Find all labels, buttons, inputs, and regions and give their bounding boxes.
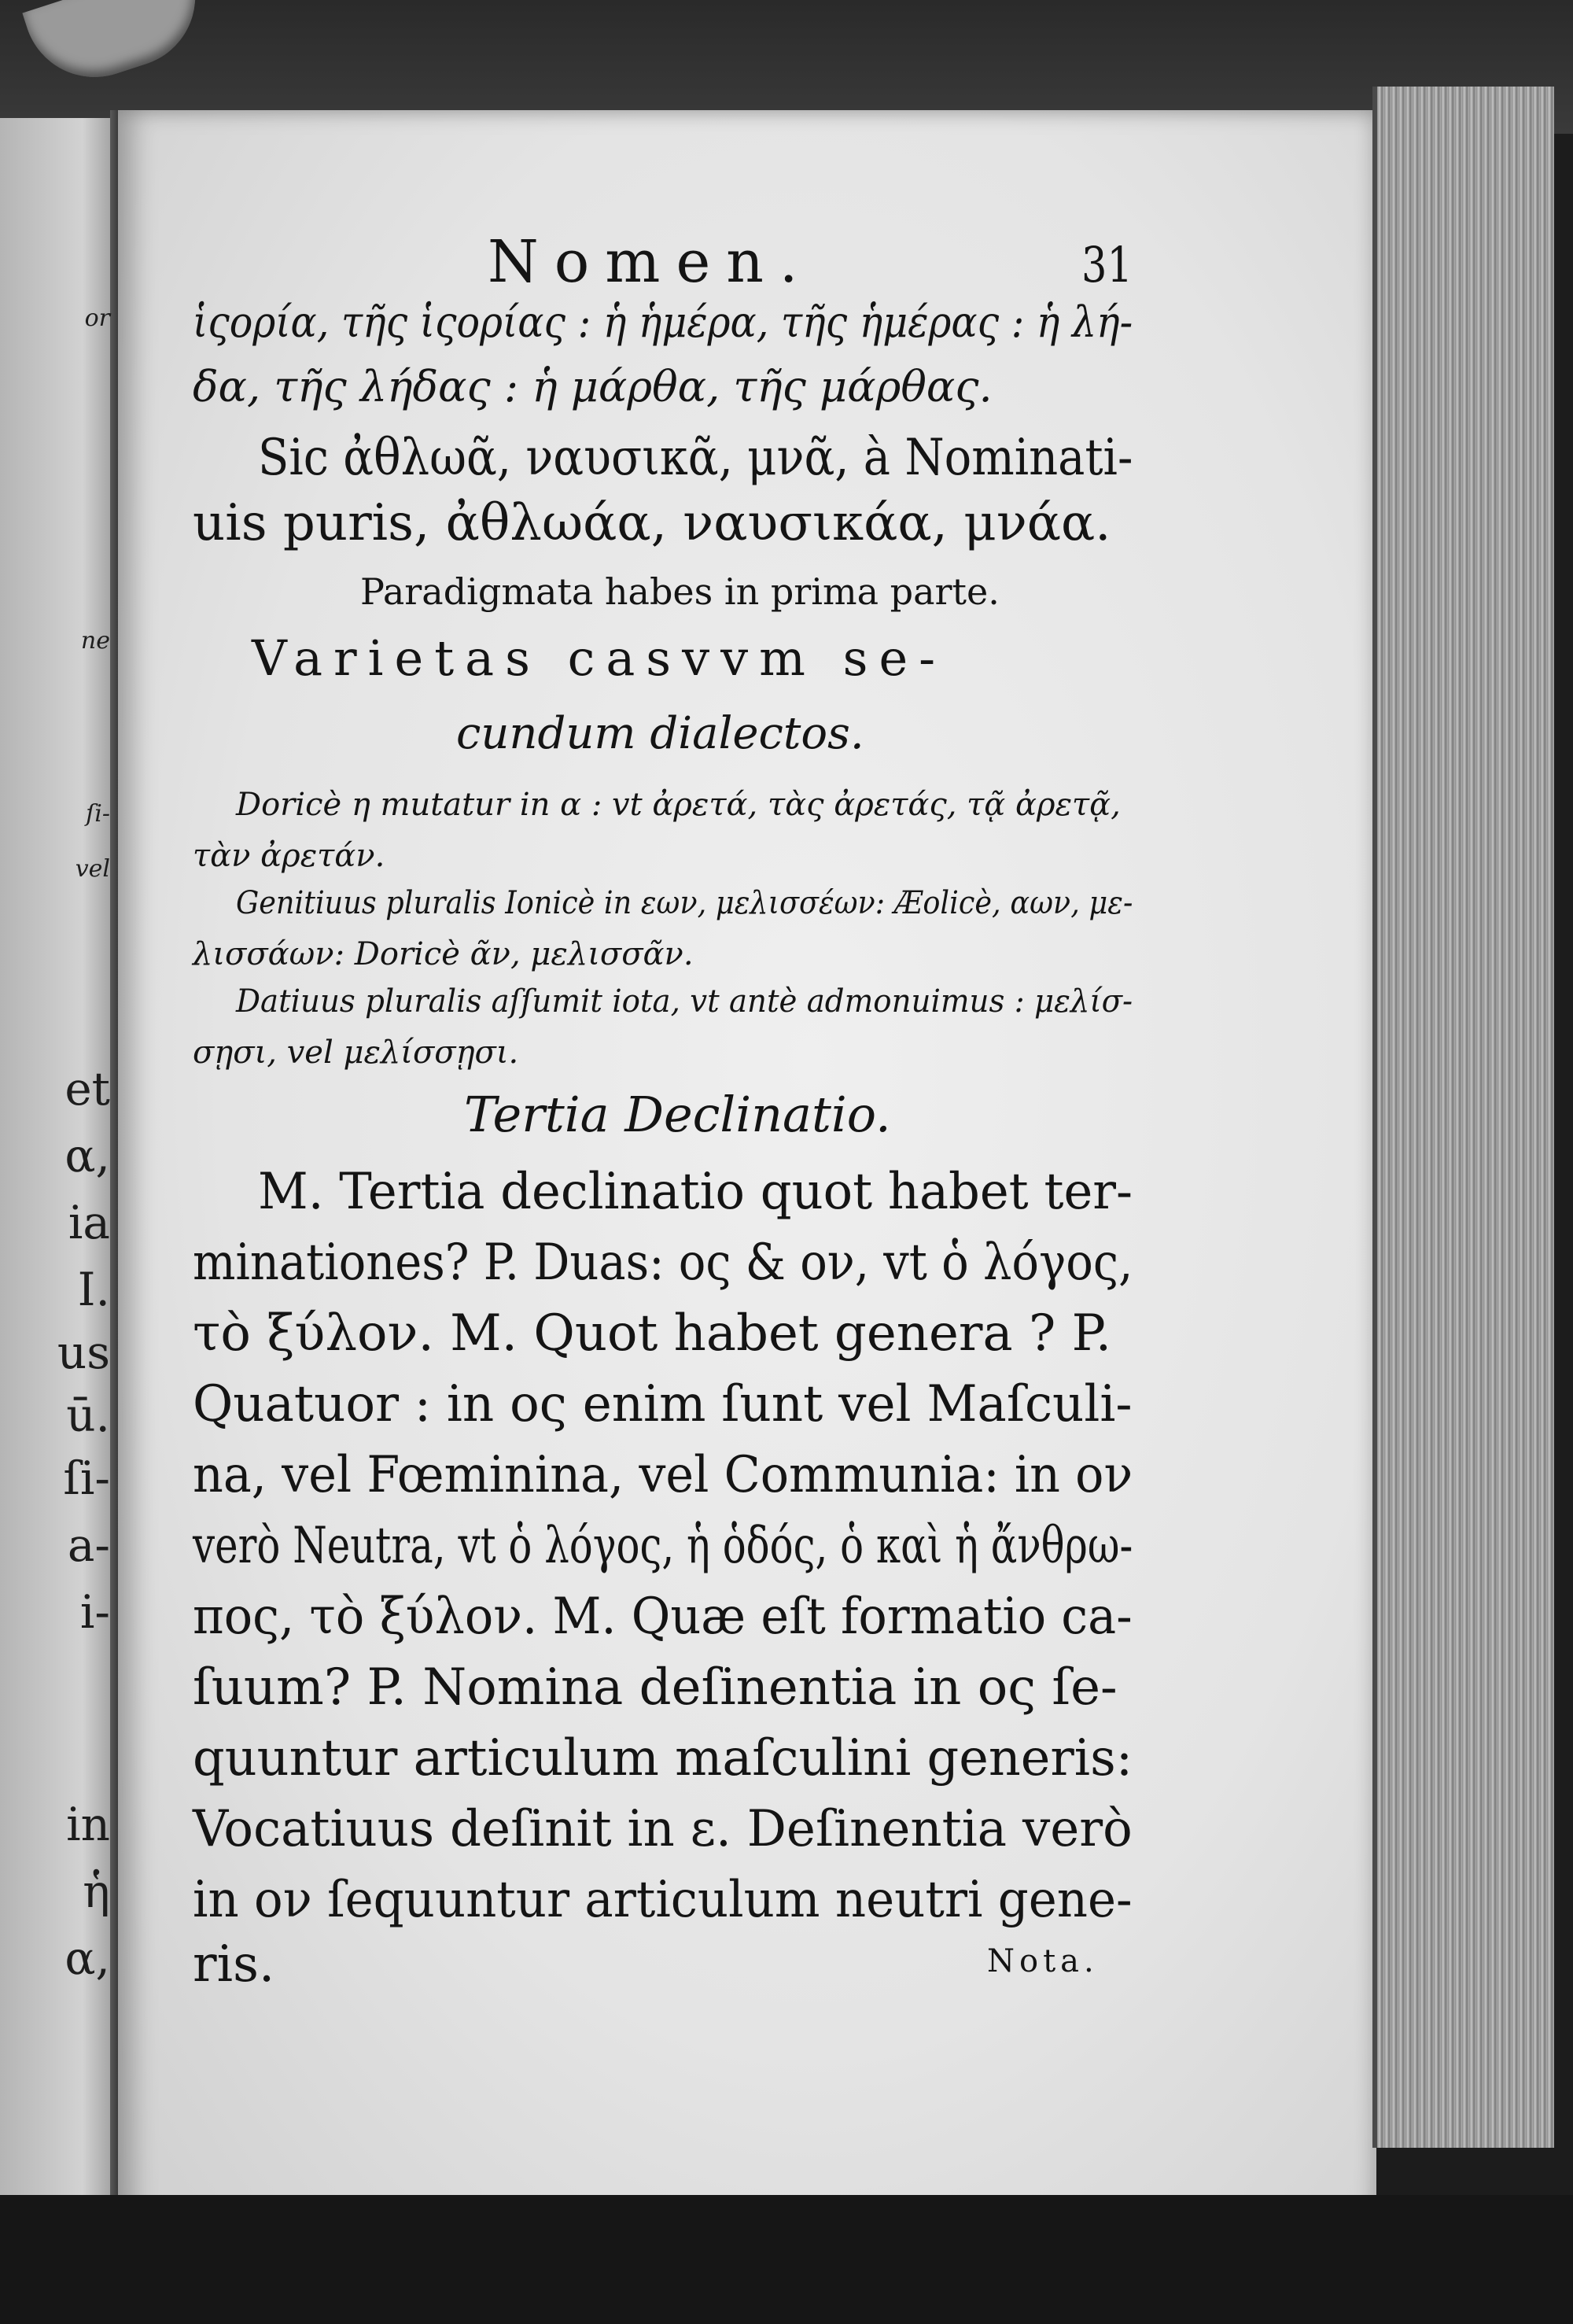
left-margin-fragment: ſi- [63,1452,110,1505]
body-line: verò Neutra, vt ὁ λόγος, ἡ ὁδός, ὁ καὶ ἡ ἄνθρω- [193,1517,1133,1575]
left-margin-fragment: or [84,304,110,332]
left-margin-fragment: in [66,1798,110,1851]
left-margin-fragment: α, [64,1931,110,1985]
body-line: ſuum? P. Nomina deſinentia in ος ſe- [193,1658,1118,1717]
left-margin-fragment: ἡ [83,1865,110,1918]
dialect-line: Doricè η mutatur in α : vt ἀρετά, τὰς ἀρετάς, τᾷ ἀρετᾷ, [236,787,1121,823]
body-line: na, vel Fœminina, vel Communia: in ον [193,1446,1133,1504]
left-margin-fragment: a- [67,1518,110,1572]
left-margin-fragment: et [64,1062,110,1116]
left-margin-fragment: us [57,1326,110,1379]
section-heading: Varietas casvvm se- [252,629,947,687]
left-margin-fragment: ſi- [86,800,110,828]
catchword: Nota. [987,1943,1099,1979]
body-line: minationes? P. Duas: ος & ον, vt ὁ λόγος, [193,1234,1133,1292]
dialect-line: Genitiuus pluralis Ionicè in εων, μελισσέων: Æolicè, αων, με- [236,885,1133,921]
dialect-line: σῃσι, vel μελίσσῃσι. [193,1035,519,1071]
body-line: Quatuor : in ος enim ſunt vel Maſculi- [193,1375,1133,1433]
dialect-line: Datiuus pluralis aſſumit iota, vt antè admonuimus : μελίσ- [236,983,1133,1020]
left-margin-fragment: ne [80,627,110,655]
body-line: πος, τὸ ξύλον. M. Quæ eſt formatio ca- [193,1588,1133,1646]
text-line: Paradigmata habes in prima parte. [360,570,1000,613]
text-line: δα, τῆς λήδας : ἡ μάρθα, τῆς μάρθας. [193,362,993,411]
background-bottom [0,2195,1573,2324]
text-line: uis puris, ἀθλωάα, ναυσικάα, μνάα. [193,494,1111,552]
left-margin-fragment: I. [77,1263,110,1316]
body-line: M. Tertia declinatio quot habet ter- [258,1163,1133,1221]
running-head: Nomen. [488,228,814,296]
page-number: 31 [1081,236,1133,293]
left-margin-fragment: α, [64,1129,110,1182]
left-margin-fragment: i- [79,1585,110,1639]
text-line: Sic ἀθλωᾶ, ναυσικᾶ, μνᾶ, à Nominati- [258,429,1133,487]
text-line: ἱςορία, τῆς ἱςορίας : ἡ ἡμέρα, τῆς ἡμέρας : ἡ λή- [193,297,1133,347]
subheading: Tertia Declinatio. [464,1086,891,1143]
dialect-line: τὰν ἀρετάν. [193,838,385,874]
body-line: in ον ſequuntur articulum neutri gene- [193,1871,1133,1929]
body-line: ris. [193,1935,275,1994]
body-line: quuntur articulum maſculini generis: [193,1729,1133,1787]
dialect-line: λισσάων: Doricè ᾶν, μελισσᾶν. [193,936,694,972]
body-line: Vocatiuus deſinit in ε. Deſinentia verò [193,1800,1133,1858]
section-heading-sub: cundum dialectos. [456,708,864,759]
left-margin-fragment: ia [68,1196,110,1249]
body-line: τὸ ξύλον. M. Quot habet genera ? P. [193,1304,1112,1363]
left-margin-fragment: vel [75,855,110,883]
left-margin-fragment: ū. [66,1389,110,1442]
page-edges-right [1372,87,1554,2148]
